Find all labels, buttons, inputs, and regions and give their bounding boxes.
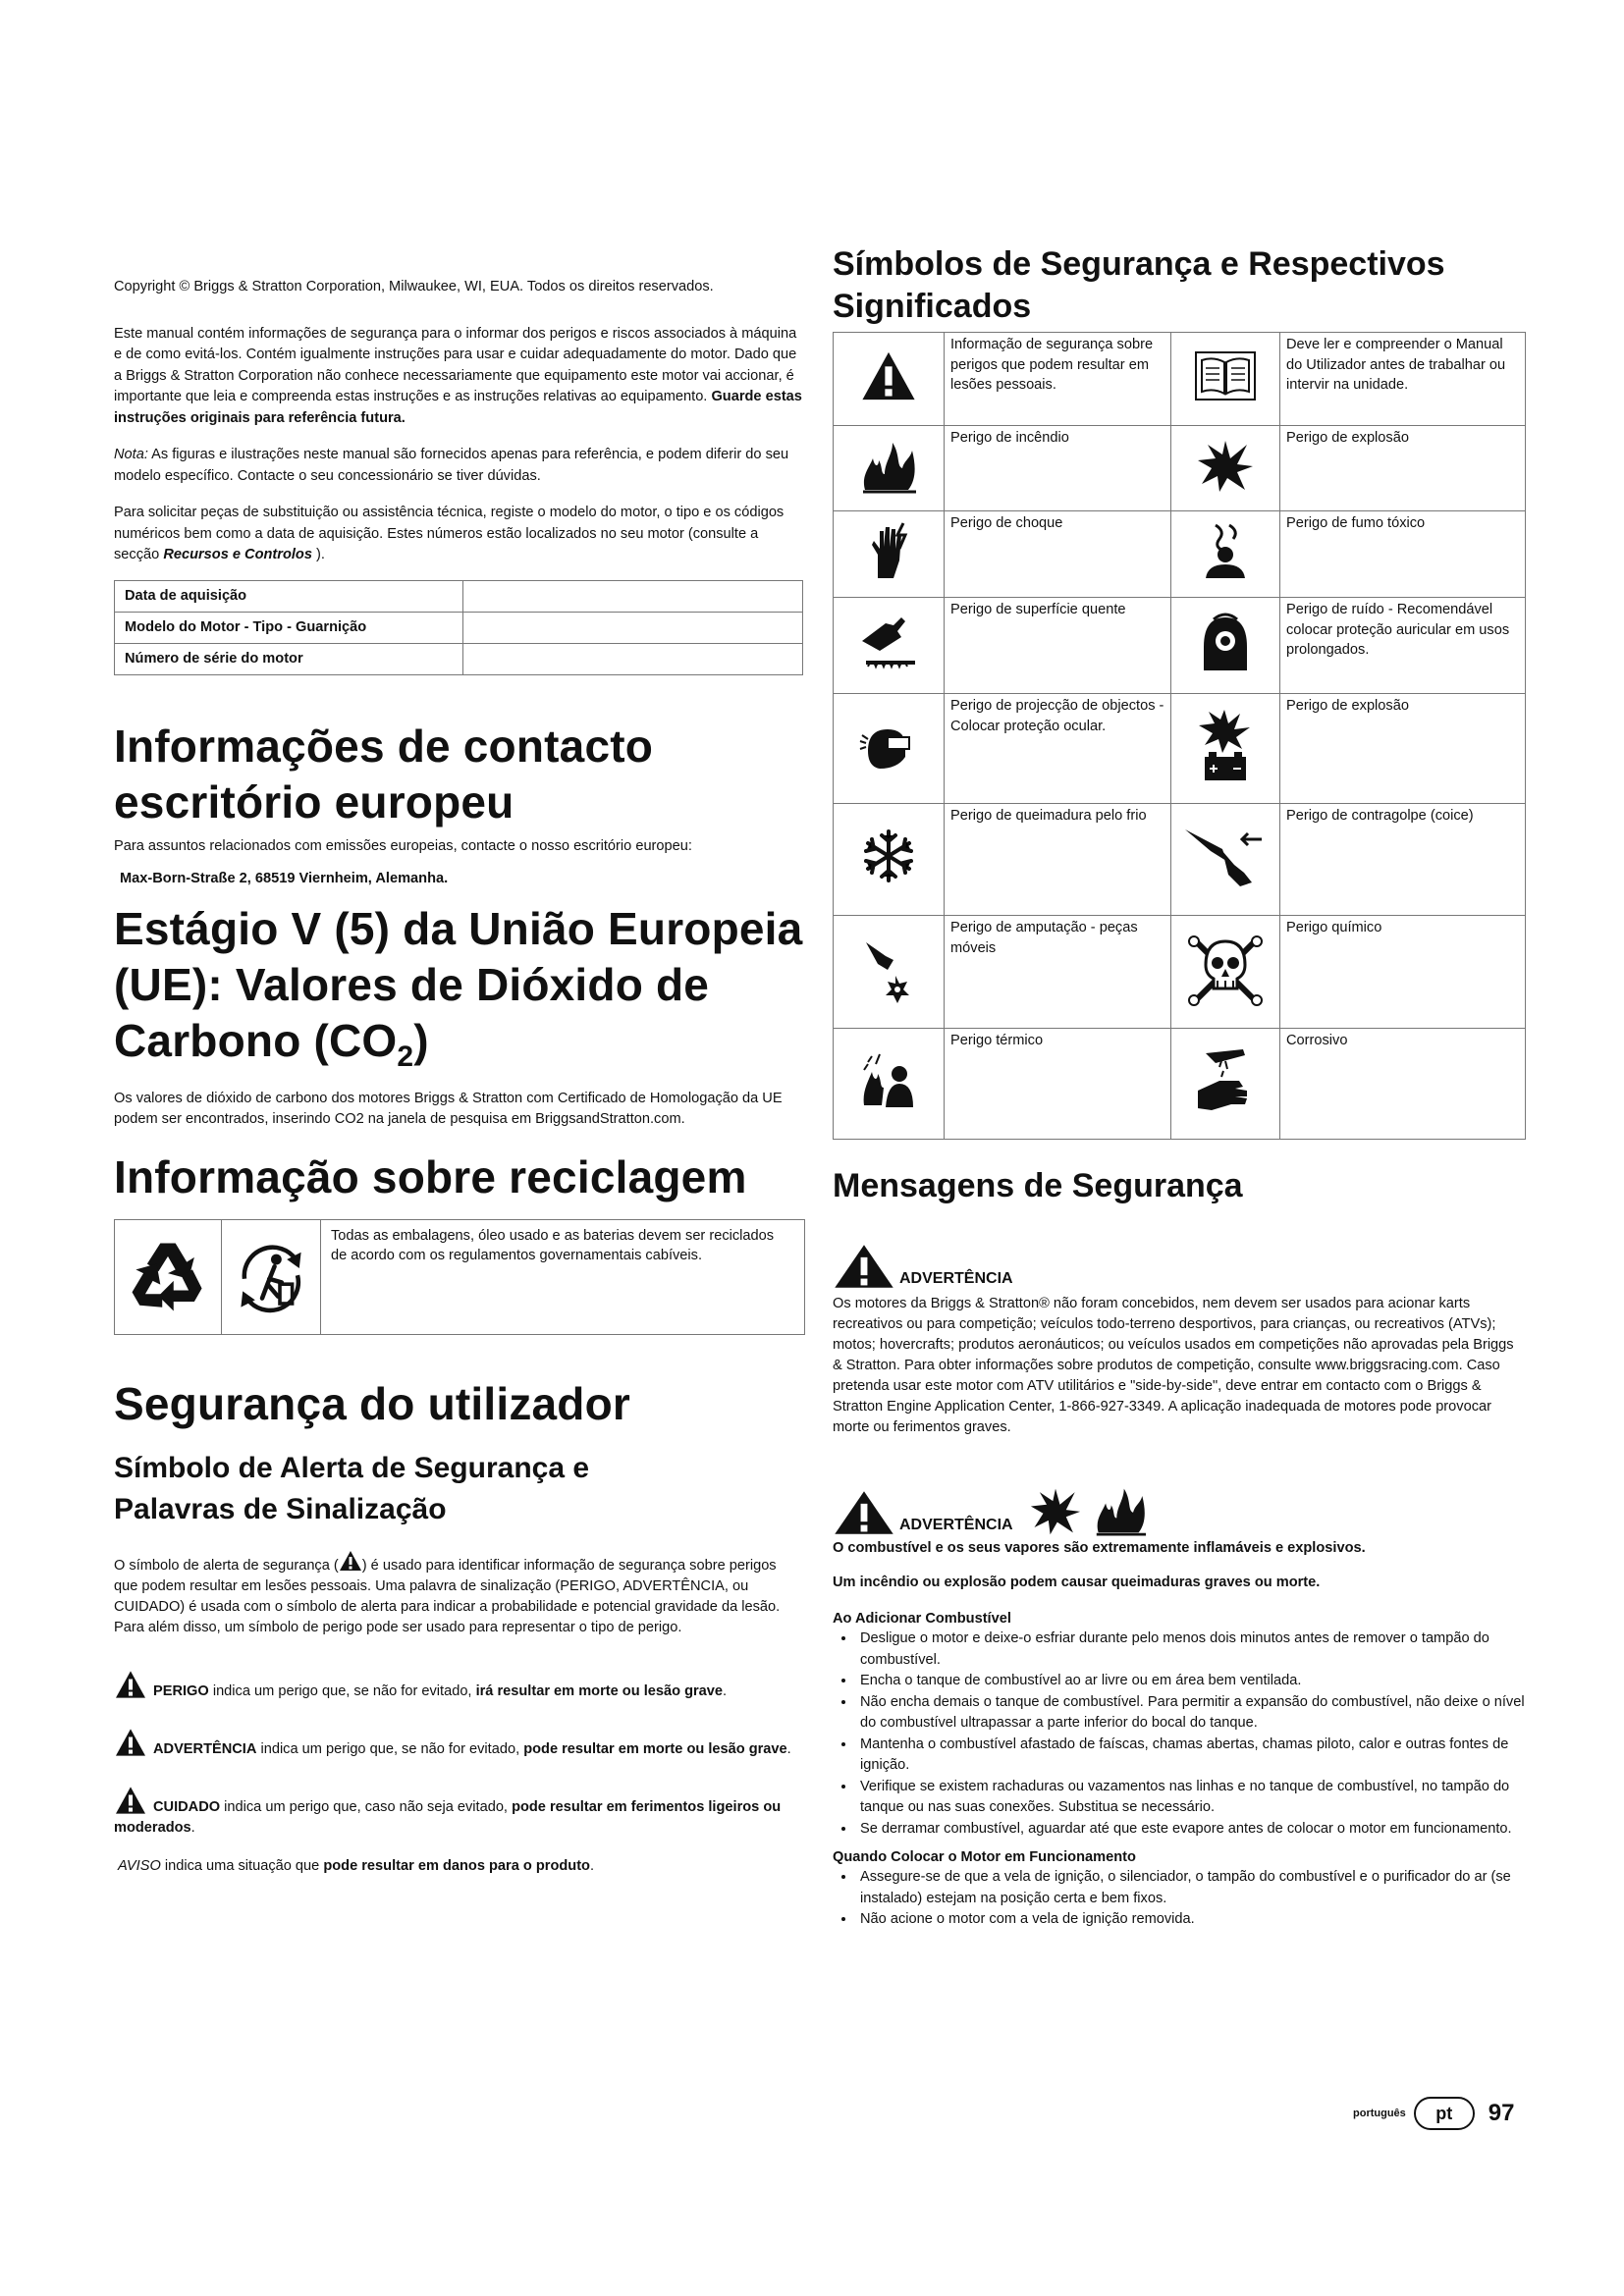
recycle-box xyxy=(114,1219,805,1335)
fire-icon xyxy=(859,437,918,494)
recycle-icon xyxy=(121,1230,215,1324)
symbol-text: Perigo de fumo tóxico xyxy=(1280,511,1526,598)
symbols-title: Símbolos de Segurança e Respectivos Significados xyxy=(833,245,1445,325)
parts-link: Recursos e Controlos xyxy=(163,547,312,562)
electric-shock-icon xyxy=(864,521,913,580)
symbol-text: Perigo de explosão xyxy=(1280,426,1526,511)
user-safety-title: Segurança do utilizador xyxy=(114,1377,631,1429)
table-row xyxy=(834,694,1526,804)
signal-bold: pode resultar em morte ou lesão grave xyxy=(523,1740,787,1757)
contact-title: Informações de contacto escritório europeu xyxy=(114,720,654,828)
signal-aviso xyxy=(114,1856,803,1877)
table-row xyxy=(834,1029,1526,1140)
signal-word: PERIGO xyxy=(153,1682,209,1699)
signal-end: . xyxy=(786,1740,791,1757)
warning2-line2: Um incêndio ou explosão podem causar queimaduras graves ou morte. xyxy=(833,1575,1321,1590)
form-value-field[interactable] xyxy=(463,580,803,612)
signal-bold: pode resultar em ferimentos ligeiros ou moderados xyxy=(114,1798,782,1836)
stage-title xyxy=(114,901,803,1085)
table-row xyxy=(834,511,1526,598)
symbol-text: Perigo de explosão xyxy=(1280,694,1526,804)
page-number: 97 xyxy=(1488,2100,1515,2126)
messages-title: Mensagens de Segurança xyxy=(833,1167,1243,1204)
list-item: • Mantenha o combustível afastado de faíscas, chamas abertas, chamas piloto, calor e outras fontes de ignição. xyxy=(856,1735,1526,1777)
list-item: • Desligue o motor e deixe-o esfriar durante pelo menos dois minutos antes de remover o tampão do combustível. xyxy=(856,1629,1526,1671)
stage-text: Os valores de dióxido de carbono dos motores Briggs & Stratton com Certificado de Homologação da UE podem ser encontrados, inserindo CO2 na janela de pesquisa em BriggsandStratton.com. xyxy=(114,1090,783,1127)
note-paragraph xyxy=(114,445,803,487)
symbol-icon-cell xyxy=(1171,511,1280,598)
stage-title-sub: 2 xyxy=(397,1040,414,1073)
signal-bold: irá resultar em morte ou lesão grave xyxy=(475,1682,724,1699)
recycle-title: Informação sobre reciclagem xyxy=(114,1150,747,1202)
alert-title: Símbolo de Alerta de Segurança e Palavras de Sinalização xyxy=(114,1451,590,1525)
note-text: As figuras e ilustrações neste manual são fornecidos apenas para referência, e podem diferir do seu modelo específico. Contacte o seu concessionário se tiver dúvidas. xyxy=(114,447,789,484)
symbol-icon-cell xyxy=(834,694,945,804)
symbol-icon-cell xyxy=(834,804,945,916)
contact-text: Para assuntos relacionados com emissões europeias, contacte o nosso escritório europeu: xyxy=(114,837,692,854)
symbol-icon-cell xyxy=(1171,1029,1280,1140)
symbol-icon-cell xyxy=(1171,426,1280,511)
symbol-icon-cell xyxy=(834,511,945,598)
table-row xyxy=(834,916,1526,1029)
kickback-icon xyxy=(1183,822,1268,890)
form-label: Data de aquisição xyxy=(115,580,463,612)
inline-alert-icon xyxy=(339,1550,362,1572)
recycle-text: Todas as embalagens, óleo usado e as baterias devem ser reciclados de acordo com os regulamentos governamentais cabíveis. xyxy=(331,1227,775,1263)
warning1-text: Os motores da Briggs & Stratton® não foram concebidos, nem devem ser usados para acionar karts recreativos ou para competição; veículos todo-terreno desportivos, para crianças, ou recreativos (ATVs); motos; hovercrafts; produtos aeronáuticos; ou veículos usados em competições não aprovadas pela Briggs & Stratton. Para obter informações sobre produtos de competição, consulte www.briggsracing.com. Caso pretenda usar este motor com ATV utilitários e "side-by-side", deve entrar em contacto com o Briggs & Stratton Engine Application Center, 1-866-927-3349. A aplicação inadequada de motores pode provocar morte ou ferimentos graves. xyxy=(833,1296,1514,1435)
symbol-text: Perigo de incêndio xyxy=(945,426,1171,511)
alert-triangle-icon xyxy=(833,1243,895,1290)
symbol-text: Perigo de choque xyxy=(945,511,1171,598)
list-item: • Não encha demais o tanque de combustível. Para permitir a expansão do combustível, não deixe o nível do combustível ultrapassar a parte inferior do bocal do tanque. xyxy=(856,1692,1526,1735)
start-list xyxy=(833,1867,1526,1931)
symbol-icon-cell xyxy=(834,333,945,426)
stage-title-text: Estágio V (5) da União Europeia (UE): Valores de Dióxido de Carbono (CO xyxy=(114,902,803,1066)
hot-surface-icon xyxy=(858,612,919,672)
alert-triangle-icon xyxy=(114,1670,147,1699)
aviso-bold: pode resultar em danos para o produto xyxy=(323,1857,590,1874)
aviso-end: . xyxy=(589,1857,595,1874)
alert-triangle-icon xyxy=(833,1489,895,1536)
symbol-text: Perigo de amputação - peças móveis xyxy=(945,916,1171,1029)
table-row xyxy=(834,598,1526,694)
safety-symbols-table xyxy=(833,332,1526,1140)
thermal-icon xyxy=(860,1052,917,1109)
table-row xyxy=(115,612,803,643)
explosion-icon xyxy=(1029,1485,1082,1536)
skull-crossbones-icon xyxy=(1186,932,1265,1006)
warning-label: ADVERTÊNCIA xyxy=(899,1517,1013,1533)
warning-header-1 xyxy=(833,1243,1526,1290)
symbol-icon-cell xyxy=(1171,333,1280,426)
symbol-text: Deve ler e compreender o Manual do Utilizador antes de trabalhar ou intervir na unidade. xyxy=(1280,333,1526,426)
warning-header-2 xyxy=(833,1483,1526,1536)
corrosive-icon xyxy=(1192,1047,1259,1114)
symbol-text: Perigo químico xyxy=(1280,916,1526,1029)
signal-mid: indica um perigo que, se não for evitado, xyxy=(212,1682,472,1699)
warning2-line1: O combustível e os seus vapores são extremamente inflamáveis e explosivos. xyxy=(833,1540,1366,1556)
signal-word: CUIDADO xyxy=(153,1798,221,1815)
tidyman-cell xyxy=(222,1220,321,1334)
form-value-field[interactable] xyxy=(463,612,803,643)
alert-paragraph xyxy=(114,1550,803,1638)
page-footer xyxy=(1353,2097,1514,2130)
signal-mid: indica um perigo que, caso não seja evitado, xyxy=(224,1798,508,1815)
table-row xyxy=(834,426,1526,511)
signal-end: . xyxy=(190,1819,195,1836)
eye-protection-icon xyxy=(858,718,919,773)
toxic-fumes-icon xyxy=(1196,521,1255,580)
left-column xyxy=(114,277,803,1877)
table-row xyxy=(834,333,1526,426)
symbol-icon-cell xyxy=(1171,598,1280,694)
symbol-icon-cell xyxy=(1171,694,1280,804)
signal-end: . xyxy=(723,1682,728,1699)
manual-book-icon xyxy=(1194,350,1257,401)
parts-end: ). xyxy=(316,547,325,562)
language-badge xyxy=(1414,2097,1475,2130)
symbol-text: Perigo de ruído - Recomendável colocar proteção auricular em usos prolongados. xyxy=(1280,598,1526,694)
recycle-cell xyxy=(115,1220,222,1334)
symbol-text: Perigo térmico xyxy=(945,1029,1171,1140)
form-value-field[interactable] xyxy=(463,643,803,674)
right-column xyxy=(833,243,1526,1931)
form-label: Modelo do Motor - Tipo - Guarnição xyxy=(115,612,463,643)
alert-text-1: O símbolo de alerta de segurança ( xyxy=(114,1557,339,1574)
alert-triangle-icon xyxy=(114,1728,147,1757)
intro-bold: Guarde estas instruções originais para referência futura. xyxy=(114,389,802,426)
frost-icon xyxy=(862,828,915,884)
explosion-icon xyxy=(1196,437,1255,494)
signal-cuidado xyxy=(114,1786,803,1839)
fuel-list xyxy=(833,1629,1526,1840)
symbol-text: Perigo de contragolpe (coice) xyxy=(1280,804,1526,916)
parts-text: Para solicitar peças de substituição ou assistência técnica, registe o modelo do motor, o tipo e os códigos numéricos bem como a data de aquisição. Estes números estão localizados no seu motor (consulte a secção xyxy=(114,505,785,562)
signal-word: ADVERTÊNCIA xyxy=(153,1740,257,1757)
symbol-text: Corrosivo xyxy=(1280,1029,1526,1140)
warning-label: ADVERTÊNCIA xyxy=(899,1270,1013,1287)
purchase-info-table xyxy=(114,580,803,675)
fuel-title: Ao Adicionar Combustível xyxy=(833,1611,1011,1627)
list-item: • Se derramar combustível, aguardar até que este evapore antes de colocar o motor em funcionamento. xyxy=(856,1819,1526,1841)
aviso-mid: indica uma situação que xyxy=(164,1857,320,1874)
signal-advertencia xyxy=(114,1728,803,1760)
hearing-protection-icon xyxy=(1198,612,1253,672)
battery-explosion-icon xyxy=(1195,708,1256,782)
tidyman-recycle-icon xyxy=(227,1233,315,1321)
stage-title-close: ) xyxy=(413,1014,429,1066)
table-row xyxy=(115,643,803,674)
symbol-text: Perigo de queimadura pelo frio xyxy=(945,804,1171,916)
list-item: • Verifique se existem rachaduras ou vazamentos nas linhas e no tanque de combustível, no tampão do tanque ou nas suas conexões. Substitua se necessário. xyxy=(856,1777,1526,1819)
parts-paragraph xyxy=(114,503,803,566)
aviso-word: AVISO xyxy=(118,1857,161,1874)
copyright-text: Copyright © Briggs & Stratton Corporation, Milwaukee, WI, EUA. Todos os direitos reservados. xyxy=(114,279,714,294)
contact-address: Max-Born-Straße 2, 68519 Viernheim, Alemanha. xyxy=(120,870,449,886)
table-row xyxy=(834,804,1526,916)
amputation-icon xyxy=(864,934,913,1003)
list-item: • Encha o tanque de combustível ao ar livre ou em área bem ventilada. xyxy=(856,1671,1526,1692)
fire-icon xyxy=(1092,1483,1149,1536)
language-code: pt xyxy=(1435,2103,1453,2123)
signal-perigo xyxy=(114,1670,803,1702)
list-item: • Não acione o motor com a vela de ignição removida. xyxy=(856,1909,1526,1931)
intro-paragraph xyxy=(114,324,803,430)
symbol-icon-cell xyxy=(834,598,945,694)
start-title: Quando Colocar o Motor em Funcionamento xyxy=(833,1849,1136,1865)
alert-triangle-icon xyxy=(860,349,917,402)
symbol-text: Perigo de projecção de objectos - Colocar proteção ocular. xyxy=(945,694,1171,804)
symbol-icon-cell xyxy=(834,916,945,1029)
symbol-icon-cell xyxy=(1171,804,1280,916)
symbol-icon-cell xyxy=(834,1029,945,1140)
list-item: • Assegure-se de que a vela de ignição, o silenciador, o tampão do combustível e o purificador do ar (se instalado) estejam na posição certa e bem fixos. xyxy=(856,1867,1526,1909)
symbol-text: Informação de segurança sobre perigos que podem resultar em lesões pessoais. xyxy=(945,333,1171,426)
table-row xyxy=(115,580,803,612)
alert-triangle-icon xyxy=(114,1786,147,1815)
symbol-icon-cell xyxy=(834,426,945,511)
signal-mid: indica um perigo que, se não for evitado, xyxy=(260,1740,520,1757)
symbol-icon-cell xyxy=(1171,916,1280,1029)
intro-text: Este manual contém informações de segurança para o informar dos perigos e riscos associados à máquina e de como evitá-los. Contém igualmente instruções para usar e cuidar adequadamente do motor. Dado que a Briggs & Stratton Corporation não conhece necessariamente que equipamento este motor vai accionar, é importante que leia e compreenda estas instruções e as instruções relativas ao equipamento. xyxy=(114,325,797,404)
alert-text-2: ) é usado para identificar informação de segurança sobre perigos que podem resultar em lesões pessoais. Uma palavra de sinalização (PERIGO, ADVERTÊNCIA, ou CUIDADO) é usada com o símbolo de alerta para indicar a probabilidade e potencial gravidade da lesão. Para além disso, um símbolo de perigo pode ser usado para representar o tipo de perigo. xyxy=(114,1557,781,1635)
note-label: Nota: xyxy=(114,447,148,462)
form-label: Número de série do motor xyxy=(115,643,463,674)
footer-language: português xyxy=(1353,2108,1406,2119)
symbol-text: Perigo de superfície quente xyxy=(945,598,1171,694)
